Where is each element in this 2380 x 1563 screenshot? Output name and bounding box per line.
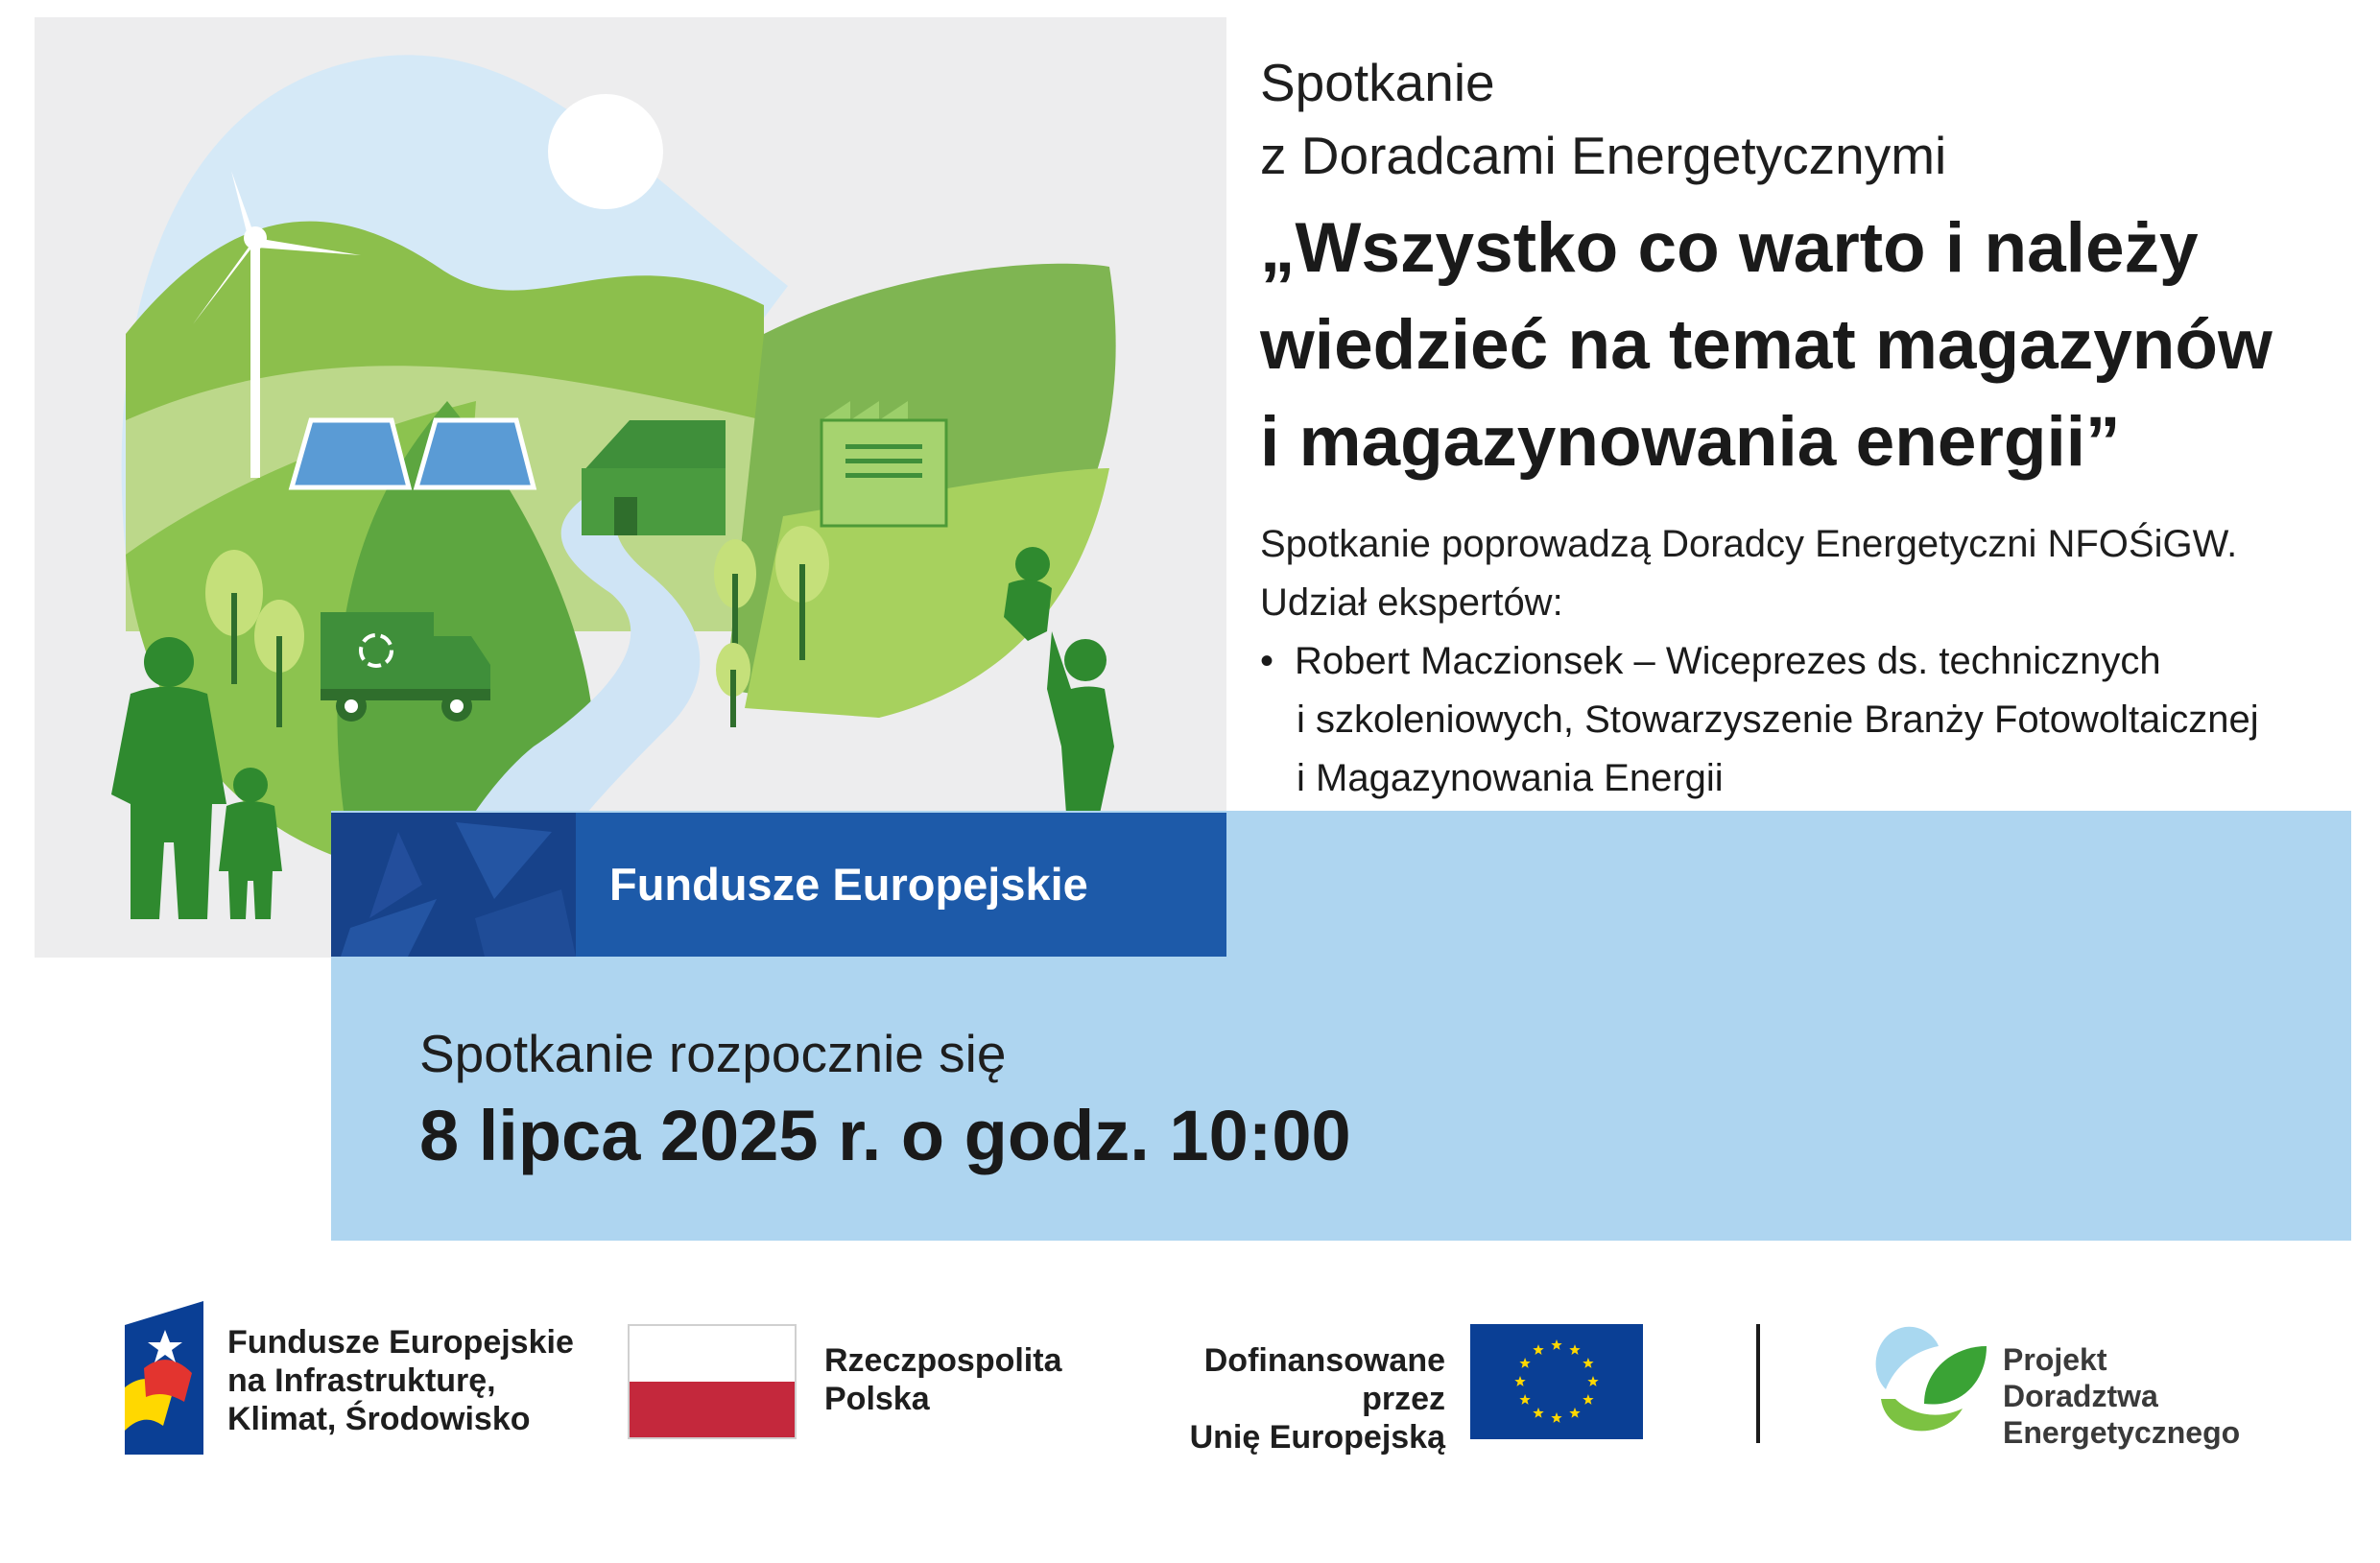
title-line: wiedzieć na temat magazynów (1260, 306, 2273, 384)
intro-line: z Doradcami Energetycznymi (1260, 126, 1947, 185)
eu-star-icon (1533, 1344, 1543, 1355)
projekt-doradztwa-leaf-logo-icon (1867, 1322, 1991, 1442)
eu-stars-pattern-icon (331, 813, 576, 957)
expert-list-item (1260, 632, 2354, 808)
description-line: Spotkanie poprowadzą Doradcy Energetyczni NFOŚiGW. (1260, 523, 2238, 565)
rp-logo-text (824, 1341, 1061, 1418)
expert-line: Robert Maczionsek – Wiceprezes ds. technicznych (1295, 640, 2161, 682)
eu-star-icon (1519, 1358, 1530, 1368)
fe-logo-line: Klimat, Środowisko (227, 1401, 531, 1437)
eu-star-icon (1583, 1358, 1593, 1368)
fe-logo-line: Fundusze Europejskie (227, 1324, 574, 1361)
fe-logo-line: na Infrastrukturę, (227, 1362, 496, 1399)
eu-cofinanced-text (1121, 1341, 1445, 1456)
expert-line: i Magazynowania Energii (1297, 757, 1724, 799)
title-line: i magazynowania energii” (1260, 403, 2121, 481)
title-line: „Wszystko co warto i należy (1260, 209, 2199, 287)
eu-star-icon (1519, 1394, 1530, 1405)
event-title (1260, 200, 2354, 490)
bullet-marker: • (1260, 640, 1274, 682)
eu-star-icon (1569, 1408, 1580, 1418)
expert-line: i szkoleniowych, Stowarzyszenie Branży Fotowoltaicznej (1297, 699, 2259, 741)
rp-logo-line: Rzeczpospolita (824, 1342, 1062, 1379)
meeting-start-label: Spotkanie rozpocznie się (419, 1024, 1007, 1083)
eu-star-icon (1551, 1412, 1561, 1423)
meeting-date-time: 8 lipca 2025 r. o godz. 10:00 (419, 1096, 1351, 1175)
pde-logo-text (2003, 1341, 2380, 1451)
eu-star-icon (1587, 1376, 1598, 1386)
eu-flag-icon (1470, 1324, 1643, 1439)
event-description (1260, 515, 2354, 632)
meeting-time (419, 1017, 1351, 1182)
eu-star-icon (1514, 1376, 1525, 1386)
event-intro (1260, 46, 2354, 192)
eu-star-icon (1583, 1394, 1593, 1405)
fe-logo-text (227, 1323, 574, 1438)
intro-line: Spotkanie (1260, 53, 1495, 112)
eu-logo-line: Dofinansowane przez (1203, 1342, 1445, 1417)
eu-star-icon (1551, 1339, 1561, 1350)
polish-flag-icon (628, 1324, 797, 1439)
fundusze-europejskie-logo-icon (125, 1301, 203, 1455)
eu-star-icon (1533, 1408, 1543, 1418)
pde-logo-line: Doradztwa Energetycznego (2003, 1379, 2241, 1450)
eu-logo-line: Unię Europejską (1189, 1419, 1445, 1456)
logo-divider (1756, 1324, 1760, 1443)
rp-logo-line: Polska (824, 1381, 930, 1417)
event-header (1260, 46, 2354, 808)
fundusze-europejskie-banner (331, 813, 1226, 957)
eu-star-icon (1569, 1344, 1580, 1355)
banner-label: Fundusze Europejskie (609, 859, 1088, 910)
pde-logo-line: Projekt (2003, 1342, 2107, 1377)
description-line: Udział ekspertów: (1260, 581, 1563, 624)
